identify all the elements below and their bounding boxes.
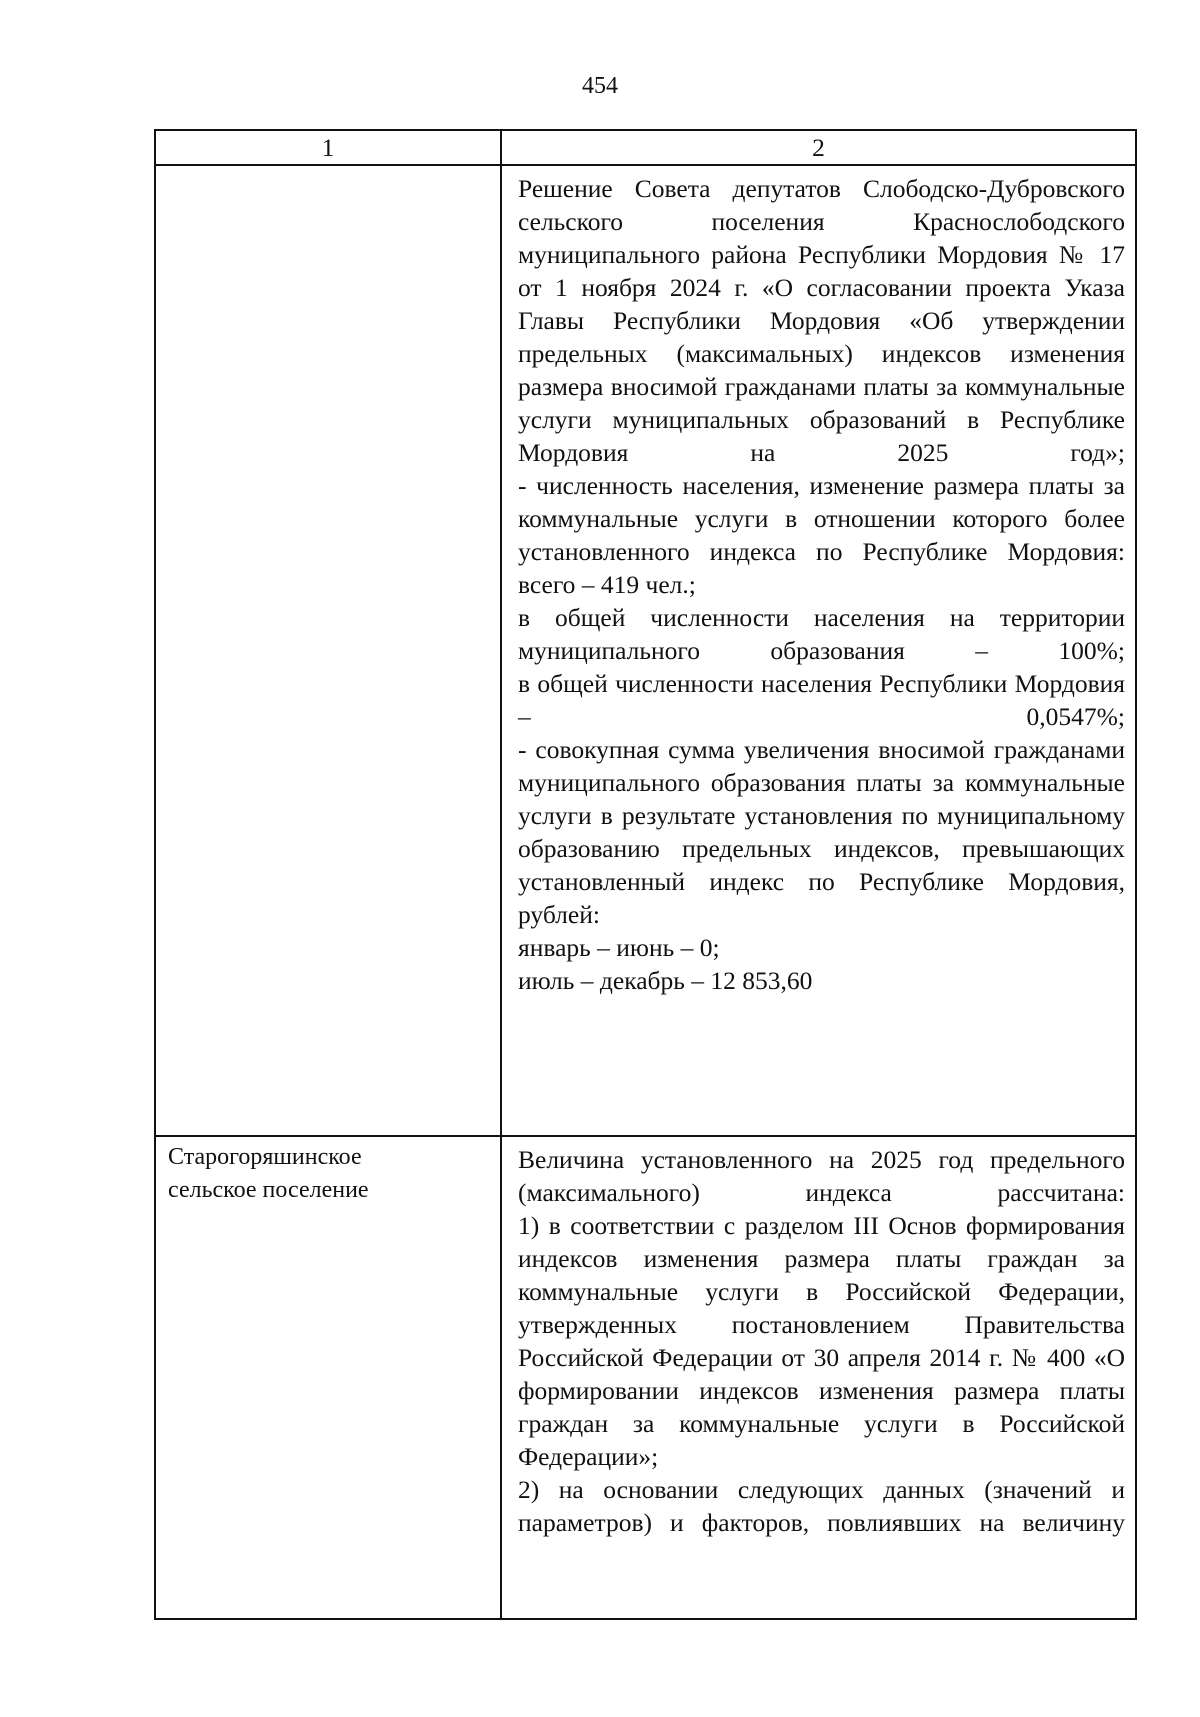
- table-header-row: [155, 130, 1136, 165]
- details-cell: [501, 1136, 1136, 1619]
- municipality-cell: [155, 165, 501, 1136]
- section-iii-paragraph: 1) в соответствии с разделом III Основ формирования индексов изменения размера платы граждан за коммунальные услуги в Российской Федерации, утвержденных постановлением Правительства Российской Федерации от 30 апреля 2014 г. № 400 «О формировании индексов изменения размера платы граждан за коммунальные услуги в Российской Федерации»;: [518, 1211, 1125, 1471]
- column-header-1: 1: [155, 130, 501, 165]
- first-half-line: январь – июнь – 0;: [518, 933, 720, 962]
- municipality-name-line: сельское поселение: [168, 1177, 369, 1203]
- total-increase-paragraph: - совокупная сумма увеличения вносимой гражданами муниципального образования платы за коммунальные услуги в результате установления по муниципальному образованию предельных индексов, превышающих установленный индекс по Республике Мордовия, рублей:: [518, 735, 1125, 929]
- municipality-name-line: Старогоряшинское: [168, 1144, 362, 1170]
- table-row: [155, 1136, 1136, 1619]
- municipal-share-line: в общей численности населения на территории муниципального образования – 100%;: [518, 603, 1125, 665]
- decision-paragraph: Решение Совета депутатов Слободско-Дубровского сельского поселения Краснослободского муниципального района Республики Мордовия № 17 от 1 ноября 2024 г. «О согласовании проекта Указа Главы Республики Мордовия «Об утверждении предельных (максимальных) индексов изменения размера вносимой гражданами платы за коммунальные услуги муниципальных образований в Республике Мордовия на 2025 год»;: [518, 174, 1125, 467]
- table-row: [155, 165, 1136, 1136]
- population-paragraph: - численность населения, изменение размера платы за коммунальные услуги в отношении которого более установленного индекса по Республике Мордовия:: [518, 471, 1125, 566]
- data-basis-paragraph: 2) на основании следующих данных (значений и параметров) и факторов, повлиявших на величину: [518, 1475, 1125, 1537]
- document-table: [154, 129, 1137, 1620]
- municipality-cell: [155, 1136, 501, 1619]
- republic-share-line: в общей численности населения Республики Мордовия – 0,0547%;: [518, 669, 1125, 731]
- total-population-line: всего – 419 чел.;: [518, 570, 696, 599]
- page-number: 454: [582, 73, 618, 99]
- second-half-line: июль – декабрь – 12 853,60: [518, 966, 813, 995]
- column-header-2: 2: [501, 130, 1136, 165]
- index-intro-paragraph: Величина установленного на 2025 год предельного (максимального) индекса рассчитана:: [518, 1145, 1125, 1207]
- details-cell: [501, 165, 1136, 1136]
